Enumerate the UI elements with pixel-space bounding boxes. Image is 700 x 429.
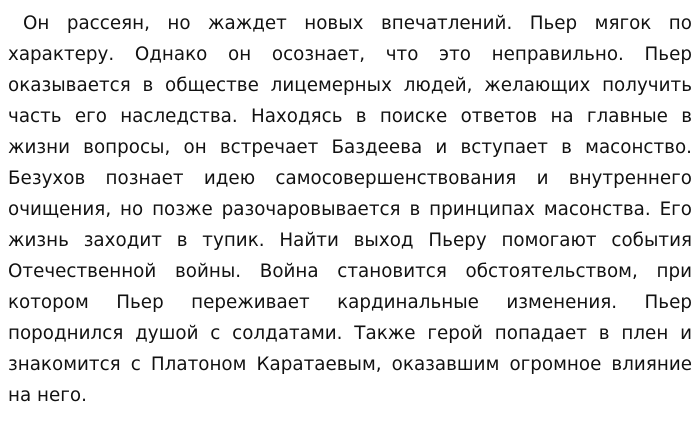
body-paragraph: Он рассеян, но жаждет новых впечатлений. Пьер мягок по характеру. Однако он осознает, что это неправильно. Пьер оказывается в обществе лицемерных людей, желающих получить часть его наследства. Находясь в поиске ответов на главные в жизни вопросы, он встречает Баздеева и вступает в масонство. Безухов познает идею самосовершенствования и внутреннего очищения, но позже разочаровывается в принципах масонства. Его жизнь заходит в тупик. Найти выход Пьеру помогают события Отечественной войны. Война становится обстоятельством, при котором Пьер переживает кардинальные изменения. Пьер породнился душой с солдатами. Также герой попадает в плен и знакомится с Платоном Каратаевым, оказавшим огромное влияние на него. [8,13,692,406]
